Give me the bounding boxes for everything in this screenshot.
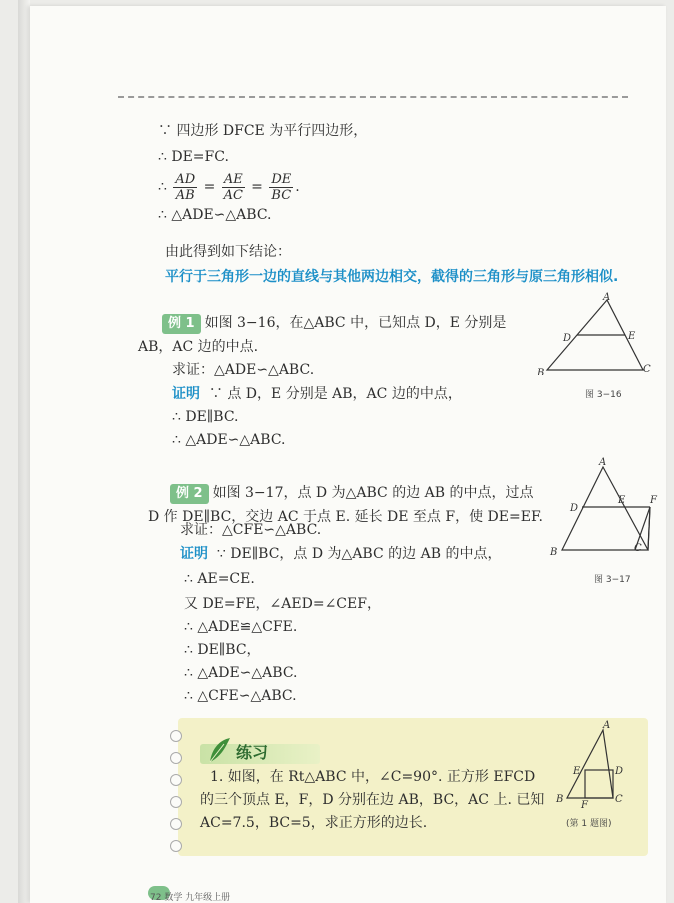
- practice-fig-label-e: E: [573, 766, 581, 777]
- practice-line-1: 1. 如图，在 Rt△ABC 中，∠C=90°. 正方形 EFCD: [210, 769, 536, 785]
- proof-label: 证明: [180, 546, 208, 562]
- leaf-icon: [206, 736, 232, 766]
- fig317-label-e: E: [618, 495, 626, 506]
- example1-line-2: AB，AC 边的中点.: [138, 339, 259, 355]
- figure-3-17: [548, 455, 663, 560]
- practice-fig-label-d: D: [615, 766, 624, 777]
- binder-ring: [170, 774, 182, 786]
- proof-label: 证明: [172, 386, 200, 402]
- example2-line-6: 又 DE=FE，∠AED=∠CEF，: [184, 596, 381, 612]
- binder-ring: [170, 818, 182, 830]
- practice-fig-label-f: F: [581, 800, 588, 808]
- therefore-symbol: ∴: [158, 179, 172, 195]
- book-page-edge: [18, 0, 30, 903]
- figure-3-16-caption: 图 3−16: [585, 390, 622, 400]
- binder-ring: [170, 796, 182, 808]
- example2-line-10: ∴ △CFE∽△ABC.: [184, 688, 297, 704]
- binder-ring: [170, 730, 182, 742]
- binder-ring: [170, 840, 182, 852]
- example1-line-1: 例 1 如图 3−16，在△ABC 中，已知点 D，E 分别是: [162, 314, 506, 334]
- example1-badge: 例 1: [162, 314, 201, 334]
- example1-line-6: ∴ △ADE∽△ABC.: [172, 432, 286, 448]
- fraction-ad-ab: $\frac{AD}{AB}$: [175, 171, 196, 203]
- figure-3-17-caption: 图 3−17: [594, 575, 631, 585]
- dashed-divider: [118, 96, 628, 98]
- conclusion-intro: 由此得到如下结论：: [165, 244, 291, 260]
- practice-title: 练习: [236, 743, 269, 762]
- fraction-de-bc: $\frac{DE}{BC}$: [271, 171, 292, 203]
- proof-line-1: ∵ 四边形 DFCE 为平行四边形，: [158, 123, 368, 139]
- practice-fig-label-b: B: [556, 794, 564, 805]
- example1-line-4: 证明 ∵ 点 D，E 分别是 AB，AC 边的中点，: [172, 386, 462, 402]
- binder-ring: [170, 752, 182, 764]
- example1-line-5: ∴ DE∥BC.: [172, 409, 239, 425]
- practice-figure: [555, 718, 635, 808]
- fig316-label-d: D: [563, 333, 572, 344]
- fig317-label-c: C: [634, 543, 642, 554]
- proof-line-2: ∴ DE=FC.: [158, 149, 229, 165]
- example1-line-3: 求证：△ADE∽△ABC.: [172, 362, 315, 378]
- proof-line-3: ∴ $\frac{AD}{AB}$ = $\frac{AE}{AC}$ = $\frac{DE}{BC}$ .: [158, 171, 300, 203]
- fig316-label-a: A: [603, 292, 611, 303]
- practice-figure-caption: (第 1 题图): [566, 819, 612, 829]
- fig317-label-a: A: [599, 457, 607, 468]
- example2-line-3: 求证：△CFE∽△ABC.: [180, 522, 322, 538]
- example2-badge: 例 2: [170, 484, 209, 504]
- fig316-label-c: C: [643, 364, 651, 375]
- fraction-ae-ac: $\frac{AE}{AC}$: [223, 171, 243, 203]
- practice-fig-label-a: A: [603, 720, 611, 731]
- example2-line-8: ∴ DE∥BC，: [184, 642, 261, 658]
- fig316-label-e: E: [628, 331, 636, 342]
- example2-line-5: ∴ AE=CE.: [184, 571, 255, 587]
- proof-line-4: ∴ △ADE∽△ABC.: [158, 207, 272, 223]
- practice-line-2: 的三个顶点 E，F，D 分别在边 AB，BC，AC 上. 已知: [200, 792, 545, 808]
- example2-line-7: ∴ △ADE≌△CFE.: [184, 619, 298, 635]
- figure-3-16: [535, 290, 655, 375]
- example2-line-4: 证明 ∵ DE∥BC，点 D 为△ABC 的边 AB 的中点，: [180, 546, 502, 562]
- fig316-label-b: B: [537, 368, 545, 375]
- fig317-label-d: D: [570, 503, 579, 514]
- example2-line-9: ∴ △ADE∽△ABC.: [184, 665, 298, 681]
- theorem-statement: 平行于三角形一边的直线与其他两边相交，截得的三角形与原三角形相似.: [165, 269, 619, 285]
- practice-line-3: AC=7.5，BC=5，求正方形的边长.: [200, 815, 428, 831]
- example2-line-2: D 作 DE∥BC，交边 AC 于点 E. 延长 DE 至点 F，使 DE=EF.: [148, 509, 543, 525]
- practice-fig-label-c: C: [615, 794, 623, 805]
- page-footer: 72 数学 九年级上册: [150, 893, 231, 903]
- fig317-label-f: F: [650, 495, 657, 506]
- example2-line-1: 例 2 如图 3−17，点 D 为△ABC 的边 AB 的中点，过点: [170, 484, 534, 504]
- fig317-label-b: B: [550, 547, 558, 558]
